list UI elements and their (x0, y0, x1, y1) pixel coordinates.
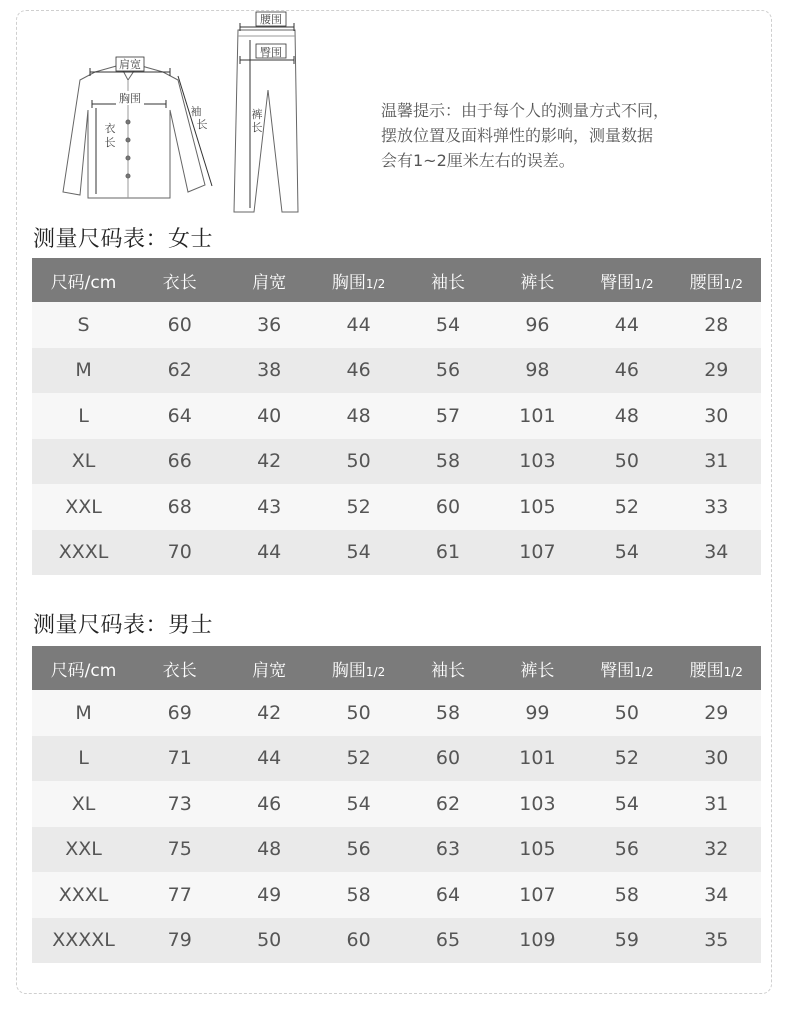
measurement-cell: 46 (224, 781, 313, 827)
waist-label: 腰围 (260, 13, 282, 26)
measurement-cell: 105 (493, 827, 582, 873)
column-header-label: 裤长 (520, 272, 555, 293)
column-header (224, 258, 313, 302)
measurement-cell: 109 (493, 918, 582, 964)
table-row (32, 736, 761, 782)
shoulder-label: 肩宽 (119, 58, 141, 71)
column-header-fraction: 1/2 (723, 276, 743, 291)
measurement-cell: 52 (314, 484, 403, 530)
table-row (32, 484, 761, 530)
column-header-fraction: 1/2 (365, 276, 386, 291)
measurement-cell: 44 (582, 302, 671, 348)
measurement-cell: 30 (672, 393, 761, 439)
size-cell: L (32, 736, 135, 782)
note-line: 温馨提示：由于每个人的测量方式不同， (381, 101, 670, 120)
table-row (32, 690, 761, 736)
column-header-label: 肩宽 (252, 272, 287, 293)
column-header (32, 258, 135, 302)
measurement-cell: 62 (135, 348, 224, 394)
pants-label-2: 长 (251, 121, 263, 134)
measurement-cell: 58 (403, 690, 492, 736)
size-cell: XXXL (32, 872, 135, 918)
column-header (314, 258, 403, 302)
measurement-cell: 64 (403, 872, 492, 918)
pants-label-1: 裤 (251, 108, 263, 121)
column-header (403, 258, 492, 302)
size-cell: XXXL (32, 530, 135, 576)
measurement-cell: 50 (314, 690, 403, 736)
column-header-label: 胸围 (331, 272, 366, 293)
measurement-cell: 56 (582, 827, 671, 873)
measurement-cell: 70 (135, 530, 224, 576)
table-row (32, 439, 761, 485)
measurement-cell: 43 (224, 484, 313, 530)
measurement-cell: 32 (672, 827, 761, 873)
size-cell: XXL (32, 827, 135, 873)
column-header-fraction: 1/2 (634, 664, 654, 679)
measurement-cell: 99 (493, 690, 582, 736)
measurement-cell: 58 (582, 872, 671, 918)
measurement-cell: 50 (314, 439, 403, 485)
column-header (224, 646, 313, 690)
measurement-cell: 50 (582, 439, 671, 485)
measurement-cell: 29 (672, 690, 761, 736)
measurement-cell: 52 (582, 484, 671, 530)
measurement-cell: 60 (314, 918, 403, 964)
measurement-cell: 77 (135, 872, 224, 918)
column-header-label: 腰围 (689, 272, 724, 293)
size-cell: S (32, 302, 135, 348)
women-size-table (32, 258, 761, 575)
measurement-cell: 60 (135, 302, 224, 348)
size-cell: L (32, 393, 135, 439)
men-size-table (32, 646, 761, 963)
measurement-cell: 54 (314, 781, 403, 827)
measurement-cell: 52 (582, 736, 671, 782)
size-cell: M (32, 348, 135, 394)
column-header-label: 臀围 (600, 660, 635, 681)
note-line: 会有1~2厘米左右的误差。 (381, 151, 575, 170)
measurement-cell: 54 (403, 302, 492, 348)
column-header-label: 尺码/cm (50, 660, 117, 681)
measurement-cell: 31 (672, 781, 761, 827)
table-row (32, 781, 761, 827)
table-row (32, 393, 761, 439)
column-header-label: 袖长 (431, 660, 465, 681)
table-body (32, 690, 761, 963)
measurement-cell: 54 (314, 530, 403, 576)
measurement-cell: 34 (672, 872, 761, 918)
measurement-cell: 107 (493, 530, 582, 576)
measurement-cell: 52 (314, 736, 403, 782)
column-header (582, 646, 671, 690)
table-header-row (32, 646, 761, 690)
table-row (32, 348, 761, 394)
women-size-title: 测量尺码表：女士 (33, 227, 214, 252)
column-header (493, 646, 582, 690)
size-cell: XXXXL (32, 918, 135, 964)
men-size-title: 测量尺码表：男士 (33, 613, 214, 638)
measurement-cell: 38 (224, 348, 313, 394)
table-row (32, 918, 761, 964)
column-header (582, 258, 671, 302)
measurement-cell: 40 (224, 393, 313, 439)
measurement-cell: 54 (582, 530, 671, 576)
measurement-cell: 101 (493, 393, 582, 439)
length-label-1: 衣 (104, 122, 116, 135)
measurement-cell: 62 (403, 781, 492, 827)
table-header-row (32, 258, 761, 302)
measurement-cell: 71 (135, 736, 224, 782)
measurement-cell: 66 (135, 439, 224, 485)
measurement-cell: 103 (493, 781, 582, 827)
column-header (493, 258, 582, 302)
measurement-cell: 59 (582, 918, 671, 964)
column-header-label: 袖长 (431, 272, 465, 293)
measurement-cell: 75 (135, 827, 224, 873)
measurement-cell: 50 (582, 690, 671, 736)
measurement-cell: 101 (493, 736, 582, 782)
column-header-fraction: 1/2 (634, 276, 654, 291)
measurement-cell: 58 (314, 872, 403, 918)
column-header-label: 尺码/cm (50, 272, 117, 293)
measurement-cell: 31 (672, 439, 761, 485)
column-header-label: 衣长 (162, 660, 197, 681)
sleeve-label-2: 长 (196, 118, 208, 131)
measurement-cell: 61 (403, 530, 492, 576)
column-header (314, 646, 403, 690)
size-cell: XL (32, 781, 135, 827)
sleeve-label-1: 袖 (190, 105, 202, 118)
measurement-cell: 105 (493, 484, 582, 530)
measurement-cell: 57 (403, 393, 492, 439)
measurement-cell: 56 (314, 827, 403, 873)
measurement-cell: 46 (314, 348, 403, 394)
measurement-cell: 35 (672, 918, 761, 964)
table-row (32, 530, 761, 576)
column-header (672, 646, 761, 690)
measurement-cell: 29 (672, 348, 761, 394)
measurement-note (381, 98, 741, 173)
column-header (32, 646, 135, 690)
measurement-cell: 30 (672, 736, 761, 782)
column-header (135, 646, 224, 690)
column-header-label: 裤长 (520, 660, 555, 681)
measurement-cell: 48 (582, 393, 671, 439)
column-header-label: 衣长 (162, 272, 197, 293)
measurement-cell: 44 (224, 736, 313, 782)
measurement-cell: 33 (672, 484, 761, 530)
measurement-cell: 60 (403, 484, 492, 530)
size-cell: M (32, 690, 135, 736)
hip-label: 臀围 (260, 46, 282, 59)
measurement-cell: 44 (314, 302, 403, 348)
column-header-label: 胸围 (331, 660, 366, 681)
measurement-cell: 60 (403, 736, 492, 782)
measurement-diagram (55, 10, 315, 220)
size-cell: XXL (32, 484, 135, 530)
length-label-2: 长 (104, 136, 116, 149)
column-header (135, 258, 224, 302)
measurement-cell: 44 (224, 530, 313, 576)
column-header-label: 臀围 (600, 272, 635, 293)
table-row (32, 872, 761, 918)
column-header-label: 腰围 (689, 660, 724, 681)
measurement-cell: 50 (224, 918, 313, 964)
measurement-cell: 42 (224, 439, 313, 485)
measurement-cell: 65 (403, 918, 492, 964)
measurement-cell: 34 (672, 530, 761, 576)
measurement-cell: 48 (314, 393, 403, 439)
column-header-label: 肩宽 (252, 660, 287, 681)
column-header-fraction: 1/2 (723, 664, 743, 679)
note-line: 摆放位置及面料弹性的影响，测量数据 (381, 126, 654, 145)
measurement-cell: 46 (582, 348, 671, 394)
table-body (32, 302, 761, 575)
size-cell: XL (32, 439, 135, 485)
column-header-fraction: 1/2 (365, 664, 386, 679)
table-row (32, 827, 761, 873)
measurement-cell: 64 (135, 393, 224, 439)
measurement-cell: 98 (493, 348, 582, 394)
measurement-cell: 63 (403, 827, 492, 873)
measurement-cell: 68 (135, 484, 224, 530)
shirt-illustration (63, 65, 205, 198)
measurement-cell: 69 (135, 690, 224, 736)
measurement-cell: 58 (403, 439, 492, 485)
measurement-cell: 48 (224, 827, 313, 873)
measurement-cell: 107 (493, 872, 582, 918)
measurement-cell: 103 (493, 439, 582, 485)
chest-label: 胸围 (119, 92, 141, 105)
measurement-cell: 73 (135, 781, 224, 827)
measurement-cell: 79 (135, 918, 224, 964)
measurement-cell: 28 (672, 302, 761, 348)
measurement-cell: 36 (224, 302, 313, 348)
table-row (32, 302, 761, 348)
measurement-cell: 42 (224, 690, 313, 736)
measurement-cell: 96 (493, 302, 582, 348)
measurement-cell: 56 (403, 348, 492, 394)
column-header (403, 646, 492, 690)
measurement-cell: 54 (582, 781, 671, 827)
measurement-cell: 49 (224, 872, 313, 918)
column-header (672, 258, 761, 302)
